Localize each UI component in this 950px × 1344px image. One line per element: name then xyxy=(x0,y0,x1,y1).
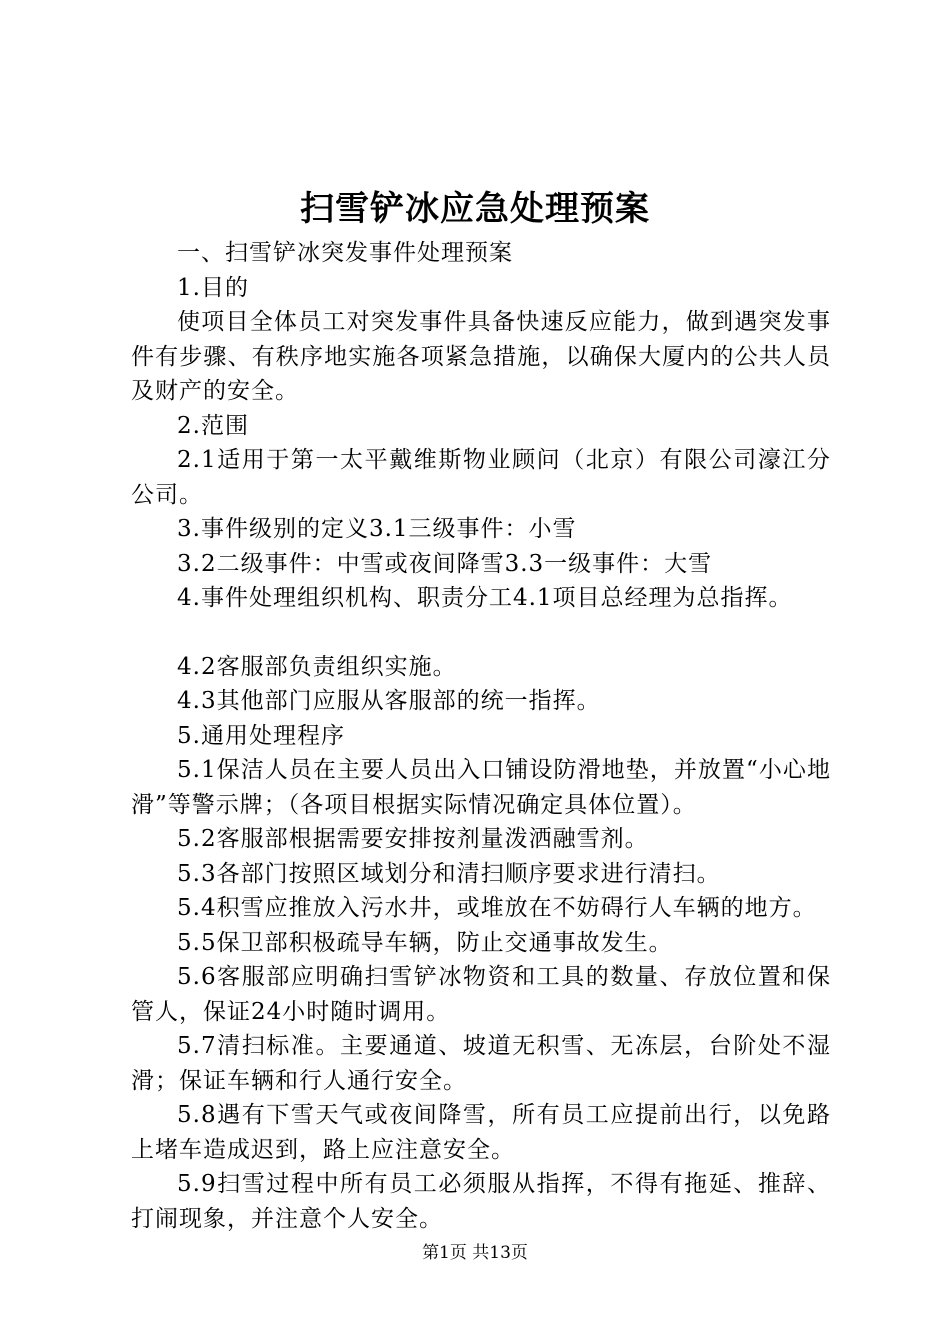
paragraph: 5.2客服部根据需要安排按剂量泼洒融雪剂。 xyxy=(177,826,649,852)
paragraph: 5.1保洁人员在主要人员出入口铺设防滑地垫，并放置“小心地滑”等警示牌；（各项目根据实际情况确定具体位置）。 xyxy=(131,757,831,818)
paragraph: 5.7清扫标准。主要通道、坡道无积雪、无冻层，台阶处不湿滑；保证车辆和行人通行安全。 xyxy=(131,1033,831,1094)
paragraph: 5.3各部门按照区域划分和清扫顺序要求进行清扫。 xyxy=(177,860,721,887)
paragraph: 2.范围 xyxy=(177,412,249,439)
section-heading: 一、扫雪铲冰突发事件处理预案 xyxy=(177,240,513,266)
paragraph: 5.5保卫部积极疏导车辆，防止交通事故发生。 xyxy=(177,929,673,956)
paragraph: 2.1适用于第一太平戴维斯物业顾问（北京）有限公司濠江分公司。 xyxy=(131,447,831,508)
paragraph: 4.2客服部负责组织实施。 xyxy=(177,653,457,680)
paragraph: 4.3其他部门应服从客服部的统一指挥。 xyxy=(177,688,601,714)
paragraph: 3.事件级别的定义3.1三级事件：小雪 xyxy=(177,516,577,542)
paragraph: 3.2二级事件：中雪或夜间降雪3.3一级事件：大雪 xyxy=(177,550,713,577)
document-title: 扫雪铲冰应急处理预案 xyxy=(300,189,650,229)
paragraph: 1.目的 xyxy=(177,274,249,301)
paragraph: 5.通用处理程序 xyxy=(177,722,345,749)
paragraph: 5.9扫雪过程中所有员工必须服从指挥，不得有拖延、推辞、打闹现象，并注意个人安全。 xyxy=(131,1171,831,1232)
paragraph: 使项目全体员工对突发事件具备快速反应能力，做到遇突发事件有步骤、有秩序地实施各项紧急措施，以确保大厦内的公共人员及财产的安全。 xyxy=(131,309,831,404)
document-body xyxy=(131,236,831,1236)
paragraph: 5.6客服部应明确扫雪铲冰物资和工具的数量、存放位置和保管人，保证24小时随时调用。 xyxy=(131,964,831,1025)
paragraph: 5.4积雪应推放入污水井，或堆放在不妨碍行人车辆的地方。 xyxy=(177,895,817,921)
paragraph: 5.8遇有下雪天气或夜间降雪，所有员工应提前出行，以免路上堵车造成迟到，路上应注意安全。 xyxy=(131,1102,831,1163)
paragraph: 4.事件处理组织机构、职责分工4.1项目总经理为总指挥。 xyxy=(177,585,793,611)
page-number-footer: 第1页 共13页 xyxy=(422,1243,528,1263)
